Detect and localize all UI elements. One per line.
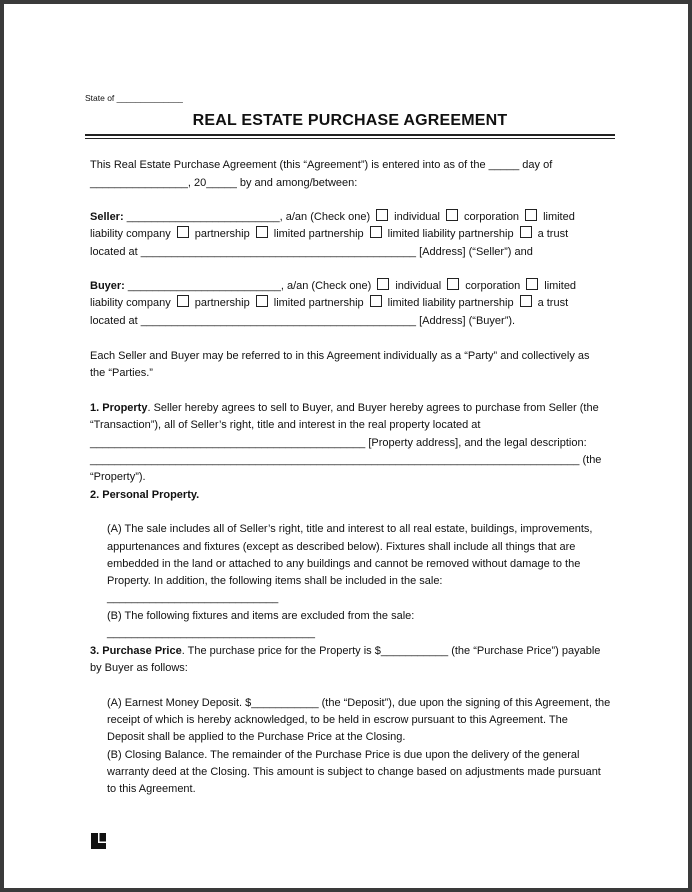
personal-property-b-line-1: (B) The following fixtures and items are excluded from the sale: __________________________________ bbox=[107, 610, 415, 640]
buyer-corporation-checkbox[interactable] bbox=[447, 278, 459, 290]
property-line-4: ________________________________________________________________________________ (the “Property”). bbox=[90, 454, 602, 484]
seller-limited-partnership-label: limited partnership bbox=[273, 228, 364, 240]
property-line-3: _____________________________________________ [Property address], and the legal description: bbox=[90, 437, 587, 449]
seller-trust-checkbox[interactable] bbox=[520, 226, 532, 238]
seller-individual-checkbox[interactable] bbox=[376, 209, 388, 221]
title-rule-thick bbox=[85, 134, 615, 136]
seller-label: Seller: bbox=[90, 211, 124, 223]
buyer-trust-checkbox[interactable] bbox=[520, 295, 532, 307]
seller-partnership-label: partnership bbox=[194, 228, 250, 240]
property-heading: 1. Property bbox=[90, 402, 148, 414]
seller-llp-checkbox[interactable] bbox=[370, 226, 382, 238]
buyer-label: Buyer: bbox=[90, 280, 125, 292]
seller-limited-partnership-checkbox[interactable] bbox=[256, 226, 268, 238]
seller-address-line: located at _____________________________________________ [Address] (“Seller”) and bbox=[90, 246, 533, 258]
seller-llc-label: liability company bbox=[90, 228, 171, 240]
seller-corporation-checkbox[interactable] bbox=[446, 209, 458, 221]
document-title: REAL ESTATE PURCHASE AGREEMENT bbox=[192, 112, 508, 129]
closing-balance-line-1: (B) Closing Balance. The remainder of the Purchase Price is due upon the delivery of the general bbox=[107, 749, 580, 761]
seller-llc-checkbox[interactable] bbox=[525, 209, 537, 221]
buyer-limited-label: limited bbox=[544, 280, 577, 292]
seller-llp-label: limited liability partnership bbox=[387, 228, 514, 240]
state-of-field: State of ______________ bbox=[85, 93, 183, 103]
buyer-llp-checkbox[interactable] bbox=[370, 295, 382, 307]
buyer-line-2 bbox=[90, 295, 612, 312]
closing-balance-line-2: warranty deed at the Closing. This amount is subject to change based on adjustments made pursuant bbox=[107, 766, 601, 778]
closing-balance-line-3: to this Agreement. bbox=[107, 783, 196, 795]
purchase-price-heading: 3. Purchase Price bbox=[90, 645, 182, 657]
parties-line-2: the “Parties.” bbox=[90, 367, 153, 379]
buyer-limited-partnership-label: limited partnership bbox=[273, 297, 364, 309]
property-line-2: “Transaction”), all of Seller’s right, title and interest in the real property located at bbox=[90, 419, 481, 431]
deposit-line-1: (A) Earnest Money Deposit. $___________ (the “Deposit”), due upon the signing of this Agreement, the bbox=[107, 697, 611, 709]
buyer-limited-partnership-checkbox[interactable] bbox=[256, 295, 268, 307]
buyer-line-1 bbox=[90, 278, 612, 295]
purchase-price-line-2: by Buyer as follows: bbox=[90, 662, 188, 674]
personal-property-a-line-1: (A) The sale includes all of Seller’s right, title and interest to all real estate, buildings, improvements, bbox=[107, 523, 593, 535]
purchase-price-text: . The purchase price for the Property is $___________ (the “Purchase Price”) payable bbox=[181, 645, 601, 657]
deposit-line-2: receipt of which is hereby acknowledged, to be held in escrow pursuant to this Agreement. The bbox=[107, 714, 568, 726]
personal-property-a-line-4: Property. In addition, the following items shall be included in the sale: ____________________________ bbox=[107, 575, 443, 605]
personal-property-a-line-3: embedded in the land or attached to any buildings and cannot be removed without damage to the bbox=[107, 558, 581, 570]
seller-corporation-label: corporation bbox=[464, 211, 520, 223]
seller-individual-label: individual bbox=[394, 211, 441, 223]
seller-line-2 bbox=[90, 226, 612, 243]
seller-partnership-checkbox[interactable] bbox=[177, 226, 189, 238]
buyer-trust-label: a trust bbox=[537, 297, 569, 309]
buyer-corporation-label: corporation bbox=[465, 280, 521, 292]
property-text: . Seller hereby agrees to sell to Buyer, and Buyer hereby agrees to purchase from Seller (the bbox=[147, 402, 599, 414]
buyer-llp-label: limited liability partnership bbox=[387, 297, 514, 309]
buyer-llc-checkbox[interactable] bbox=[526, 278, 538, 290]
seller-trust-label: a trust bbox=[537, 228, 569, 240]
purchase-price-line-1 bbox=[90, 643, 612, 660]
intro-line-2: ________________, 20_____ by and among/between: bbox=[90, 177, 358, 189]
buyer-individual-checkbox[interactable] bbox=[377, 278, 389, 290]
parties-line-1: Each Seller and Buyer may be referred to in this Agreement individually as a “Party” and collectively as bbox=[90, 350, 590, 362]
seller-limited-label: limited bbox=[543, 211, 575, 223]
buyer-partnership-label: partnership bbox=[194, 297, 250, 309]
deposit-line-3: Deposit shall be applied to the Purchase Price at the Closing. bbox=[107, 731, 406, 743]
buyer-name-blank: _________________________, a/an (Check one) bbox=[124, 280, 372, 292]
lawdepot-logo-icon bbox=[91, 833, 106, 849]
title-rule-thin bbox=[85, 138, 615, 139]
seller-line-1 bbox=[90, 209, 612, 226]
property-line-1 bbox=[90, 400, 612, 417]
seller-name-blank: _________________________, a/an (Check one) bbox=[123, 211, 371, 223]
buyer-partnership-checkbox[interactable] bbox=[177, 295, 189, 307]
buyer-individual-label: individual bbox=[395, 280, 442, 292]
personal-property-heading: 2. Personal Property. bbox=[90, 489, 200, 501]
intro-line-1: This Real Estate Purchase Agreement (this “Agreement”) is entered into as of the _____ day of bbox=[90, 159, 553, 171]
buyer-address-line: located at _____________________________________________ [Address] (“Buyer”). bbox=[90, 315, 516, 327]
buyer-llc-label: liability company bbox=[90, 297, 171, 309]
personal-property-a-line-2: appurtenances and fixtures (except as described below). Fixtures shall include all things that are bbox=[107, 541, 576, 553]
